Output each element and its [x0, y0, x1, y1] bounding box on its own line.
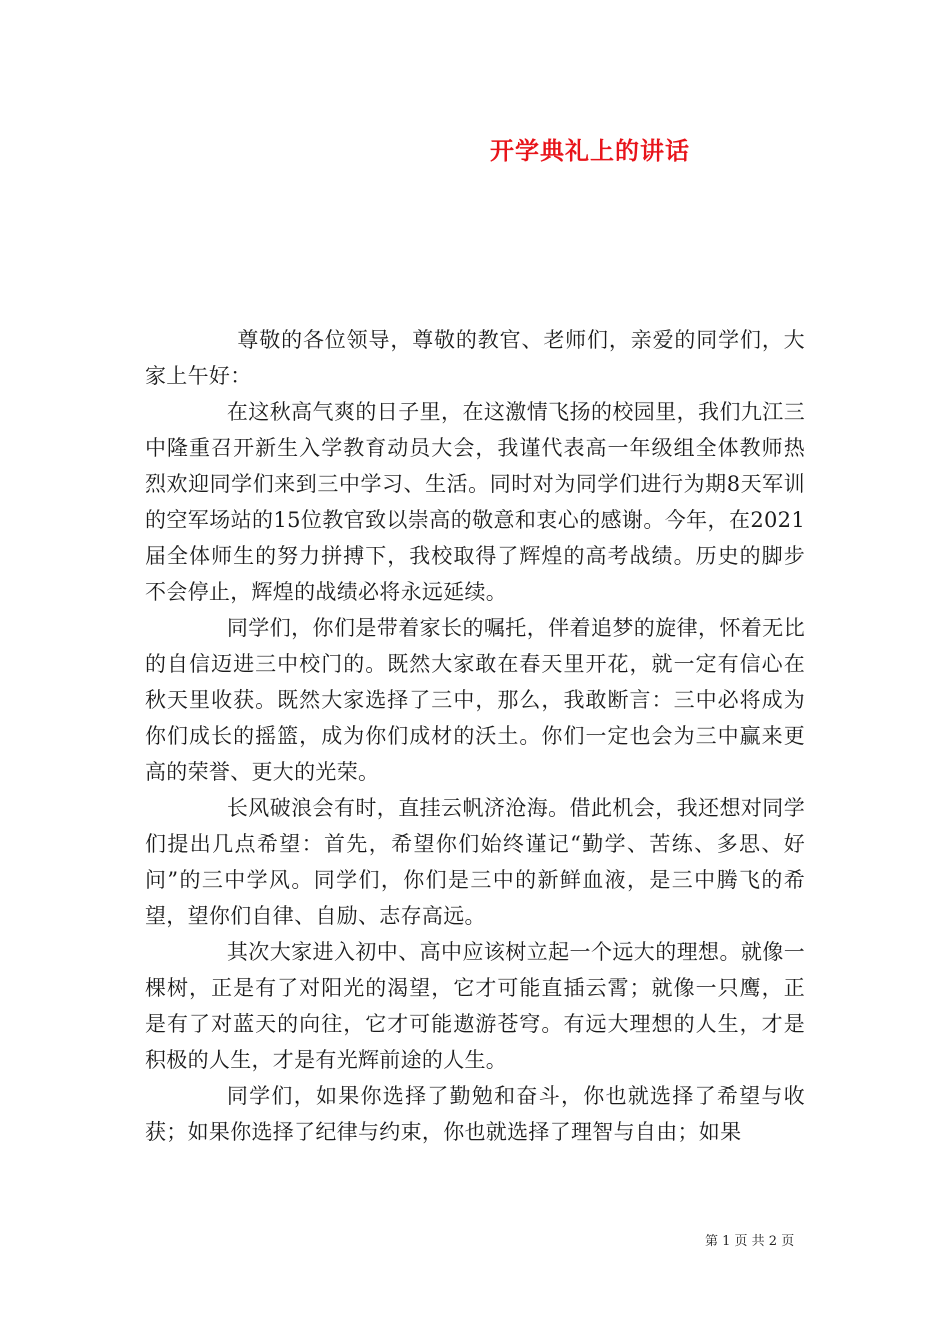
page-number: 第 1 页 共 2 页 — [705, 1234, 795, 1249]
paragraph-3: 长风破浪会有时，直挂云帆济沧海。借此机会，我还想对同学们提出几点希望：首先，希望你们始终谨记“勤学、苦练、多思、好问”的三中学风。同学们，你们是三中的新鲜血液，是三中腾飞的希望，望你们自律、自励、志存高远。 — [145, 796, 805, 928]
paragraph-4: 其次大家进入初中、高中应该树立起一个远大的理想。就像一棵树，正是有了对阳光的渴望，它才可能直插云霄；就像一只鹰，正是有了对蓝天的向往，它才可能遨游苍穹。有远大理想的人生，才是积极的人生，才是有光辉前途的人生。 — [145, 940, 805, 1072]
document-body — [145, 322, 805, 1150]
paragraph-5: 同学们，如果你选择了勤勉和奋斗，你也就选择了希望与收获；如果你选择了纪律与约束，你也就选择了理智与自由；如果 — [145, 1084, 805, 1144]
document-title: 开学典礼上的讲话 — [490, 136, 690, 165]
paragraph-1: 在这秋高气爽的日子里，在这激情飞扬的校园里，我们九江三中隆重召开新生入学教育动员大会，我谨代表高一年级组全体教师热烈欢迎同学们来到三中学习、生活。同时对为同学们进行为期8天军训的空军场站的15位教官致以崇高的敬意和衷心的感谢。今年，在2021届全体师生的努力拼搏下，我校取得了辉煌的高考战绩。历史的脚步不会停止，辉煌的战绩必将永远延续。 — [145, 400, 805, 604]
paragraph-2: 同学们，你们是带着家长的嘱托，伴着追梦的旋律，怀着无比的自信迈进三中校门的。既然大家敢在春天里开花，就一定有信心在秋天里收获。既然大家选择了三中，那么，我敢断言：三中必将成为你们成长的摇篮，成为你们成材的沃土。你们一定也会为三中赢来更高的荣誉、更大的光荣。 — [145, 616, 805, 784]
paragraph-greeting: 尊敬的各位领导，尊敬的教官、老师们，亲爱的同学们，大家上午好： — [145, 328, 805, 388]
